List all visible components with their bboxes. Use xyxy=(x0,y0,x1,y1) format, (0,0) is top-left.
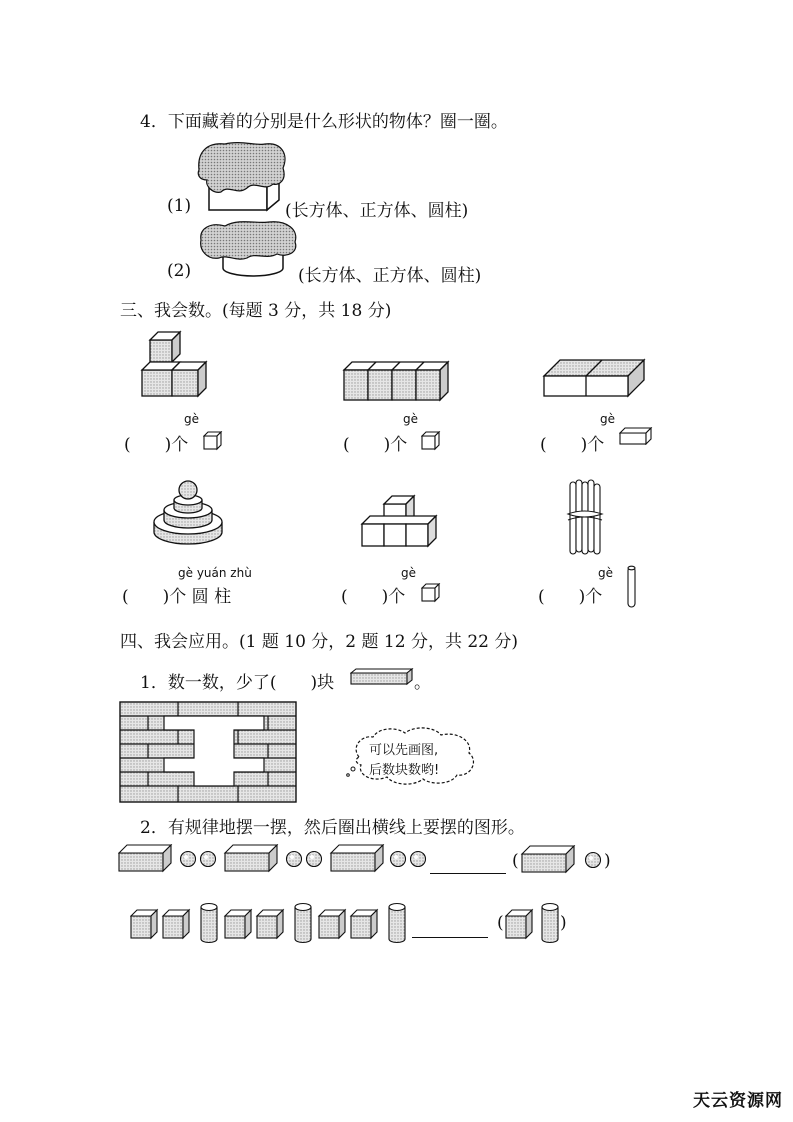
cube-icon xyxy=(163,910,189,938)
cylinder-icon xyxy=(389,904,405,943)
sphere-icon xyxy=(411,852,426,867)
cube-icon xyxy=(421,583,441,603)
cuboid-icon xyxy=(225,845,277,871)
cylinder-icon xyxy=(295,904,311,943)
cuboid-icon xyxy=(619,427,653,445)
cube-icon xyxy=(506,910,532,938)
pattern-row-1 xyxy=(118,844,438,876)
pinyin-label: gè xyxy=(598,566,613,580)
cube-row-icon xyxy=(342,358,450,403)
answer-blank[interactable]: ( )个 xyxy=(343,435,408,455)
hidden-cylinder-icon xyxy=(195,218,305,280)
answer-line[interactable] xyxy=(412,937,488,938)
pattern-row-2 xyxy=(130,900,412,946)
sphere-icon xyxy=(181,852,196,867)
cube-icon xyxy=(225,910,251,938)
cylinder-icon xyxy=(542,904,558,943)
answer-blank[interactable]: ( )个 xyxy=(341,587,406,607)
pinyin-label: gè yuán zhù xyxy=(178,566,252,580)
cuboid-pair-icon xyxy=(542,356,647,401)
q1-prompt: 1．数一数，少了( )块 xyxy=(140,673,335,693)
section4-heading: 四、我会应用。(1 题 10 分，2 题 12 分，共 22 分) xyxy=(120,632,519,652)
pinyin-label: gè xyxy=(403,412,418,426)
option-paren-close: ) xyxy=(604,851,611,871)
cube-stack-icon xyxy=(138,330,213,400)
q2-title: 2．有规律地摆一摆，然后圈出横线上要摆的图形。 xyxy=(140,818,525,838)
q4-title: 4．下面藏着的分别是什么形状的物体？圈一圈。 xyxy=(140,112,508,132)
answer-blank[interactable]: ( )个 圆 柱 xyxy=(122,587,232,607)
answer-blank[interactable]: ( )个 xyxy=(540,435,605,455)
cube-icon xyxy=(131,910,157,938)
brick-wall-icon xyxy=(118,700,298,804)
answer-line[interactable] xyxy=(430,873,506,874)
q4-item1-number: (1) xyxy=(167,196,192,216)
cylinder-icon xyxy=(201,904,217,943)
section3-heading: 三、我会数。(每题 3 分，共 18 分) xyxy=(120,301,392,321)
q4-item2-options[interactable]: (长方体、正方体、圆柱) xyxy=(298,266,482,286)
stacked-cylinders-icon xyxy=(148,470,228,550)
q1-period: 。 xyxy=(414,673,431,693)
option-paren-open: ( xyxy=(512,851,519,871)
answer-options-row-2[interactable] xyxy=(505,900,561,946)
answer-options-row-1[interactable] xyxy=(519,845,607,875)
cube-icon xyxy=(257,910,283,938)
sphere-icon xyxy=(391,852,406,867)
cube-icon xyxy=(351,910,377,938)
bubble-hint-line2: 后数块数哟! xyxy=(369,763,440,778)
answer-blank[interactable]: ( )个 xyxy=(124,435,189,455)
sphere-icon xyxy=(287,852,302,867)
pinyin-label: gè xyxy=(184,412,199,426)
option-paren-close: ) xyxy=(560,913,567,933)
cube-icon xyxy=(421,431,441,451)
sphere-icon xyxy=(586,853,601,868)
watermark-logo: 天云资源网 xyxy=(693,1091,783,1111)
q4-item1-options[interactable]: (长方体、正方体、圆柱) xyxy=(285,201,469,221)
cuboid-icon xyxy=(119,845,171,871)
q4-item2-number: (2) xyxy=(167,261,192,281)
sphere-icon xyxy=(201,852,216,867)
option-paren-open: ( xyxy=(497,913,504,933)
pinyin-label: gè xyxy=(401,566,416,580)
cuboid-icon xyxy=(331,845,383,871)
pinyin-label: gè xyxy=(600,412,615,426)
cylinder-stick-icon xyxy=(624,564,640,610)
hidden-cuboid-icon xyxy=(195,140,290,215)
cube-pyramid-icon xyxy=(360,494,440,550)
brick-icon xyxy=(350,668,414,686)
answer-blank[interactable]: ( )个 xyxy=(538,587,603,607)
cuboid-icon xyxy=(522,846,574,872)
cube-icon xyxy=(203,431,223,451)
cube-icon xyxy=(319,910,345,938)
stick-bundle-icon xyxy=(562,478,608,558)
sphere-icon xyxy=(307,852,322,867)
bubble-hint-line1: 可以先画图, xyxy=(369,743,439,758)
